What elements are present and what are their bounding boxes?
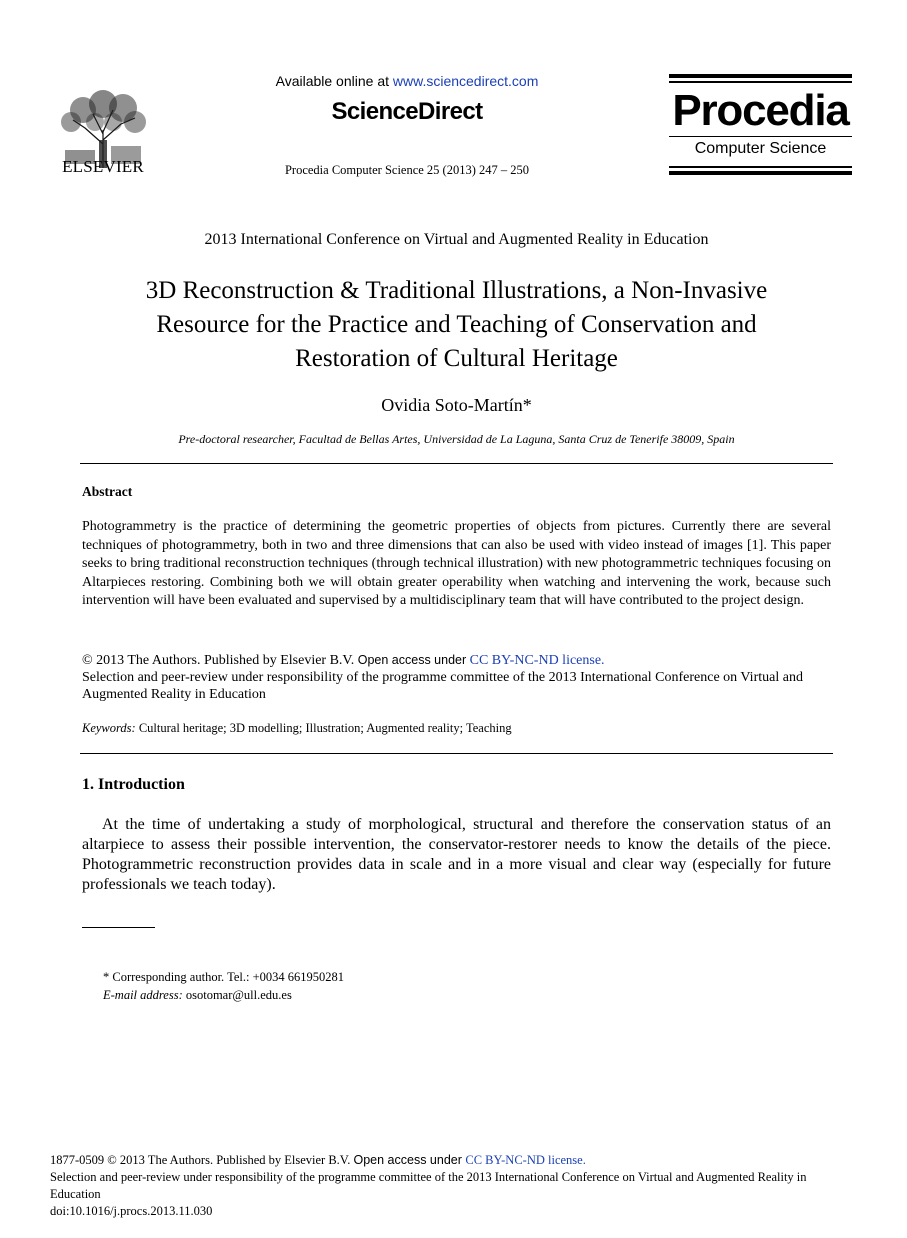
footer-copyright-line [50, 1152, 850, 1169]
abstract-top-rule [80, 463, 833, 464]
keywords-label: Keywords: [82, 721, 136, 735]
email-label: E-mail address: [103, 988, 183, 1002]
keywords-list: Cultural heritage; 3D modelling; Illustration; Augmented reality; Teaching [135, 721, 512, 735]
article-title [80, 274, 833, 376]
footer-peer-review: Selection and peer-review under responsibility of the programme committee of the 2013 International Conference on Virtual and Augmented Reality in Education [50, 1170, 807, 1201]
procedia-bottom-rule [669, 171, 852, 175]
abstract-text: Photogrammetry is the practice of determining the geometric properties of objects from pictures. Currently there are several techniques of photogrammetry, both in two and three dimensions that can also be used with video instead of images [1]. This paper seeks to bring traditional reconstruction techniques (through technical illustration) with new photogrammetric techniques focusing on Altarpieces restoring. Combining both we will obtain greater operability when watching and intervening the work, because such intervention will have been evaluated and supervised by a multidisciplinary team that will have contributed to the project design. [82, 519, 831, 609]
procedia-bottom-rule-thin [669, 166, 852, 168]
email-line [103, 986, 803, 1004]
author-name: Ovidia Soto-Martín* [381, 395, 532, 415]
elsevier-wordmark: ELSEVIER [62, 157, 144, 176]
sciencedirect-brand: ScienceDirect [331, 98, 483, 125]
introduction-heading: 1. Introduction [82, 776, 185, 793]
copyright-text: © 2013 The Authors. Published by Elsevier B.V. [82, 653, 358, 668]
available-online-prefix: Available online at [275, 73, 393, 89]
email-address[interactable]: osotomar@ull.edu.es [182, 988, 292, 1002]
copyright-line [82, 652, 831, 669]
footnote [103, 968, 803, 1004]
abstract-bottom-rule [80, 753, 833, 754]
title-line-3: Restoration of Cultural Heritage [295, 345, 618, 372]
footer-license-link[interactable]: CC BY-NC-ND license. [465, 1153, 586, 1167]
corresponding-author: * Corresponding author. Tel.: +0034 661950281 [103, 970, 344, 984]
introduction-text: At the time of undertaking a study of morphological, structural and therefore the conservation status of an altarpiece to assess their possible intervention, the conservator-restorer needs to know the details of the piece. Photogrammetric reconstruction provides data in scale and in a more visual and clear way (especially for future professionals we teach today). [82, 816, 831, 893]
procedia-mid-rule [669, 136, 852, 137]
procedia-subtitle: Computer Science [694, 140, 827, 157]
procedia-title: Procedia [672, 86, 849, 135]
footer-block [50, 1152, 850, 1220]
journal-reference: Procedia Computer Science 25 (2013) 247 – 250 [284, 163, 530, 177]
footer-issn-copyright: 1877-0509 © 2013 The Authors. Published by Elsevier B.V. [50, 1153, 354, 1167]
footer-open-access: Open access under [353, 1153, 466, 1167]
procedia-top-rule-thin [669, 81, 852, 83]
procedia-logo [669, 74, 852, 176]
keywords-line [82, 721, 831, 736]
available-online-line [200, 73, 614, 89]
license-link[interactable]: CC BY-NC-ND license. [469, 653, 605, 668]
sciencedirect-link[interactable]: www.sciencedirect.com [392, 73, 539, 89]
abstract-heading: Abstract [82, 484, 133, 499]
conference-name: 2013 International Conference on Virtual and Augmented Reality in Education [204, 231, 709, 248]
footer-doi: doi:10.1016/j.procs.2013.11.030 [50, 1204, 213, 1218]
author-affiliation: Pre-doctoral researcher, Facultad de Bellas Artes, Universidad de La Laguna, Santa Cruz de Tenerife 38009, Spain [178, 432, 735, 446]
copyright-block [82, 652, 831, 703]
procedia-top-rule [669, 74, 852, 78]
open-access-text: Open access under [357, 653, 470, 667]
title-line-2: Resource for the Practice and Teaching of Conservation and [156, 311, 757, 338]
title-line-1: 3D Reconstruction & Traditional Illustrations, a Non-Invasive [145, 277, 768, 304]
peer-review-text: Selection and peer-review under responsibility of the programme committee of the 2013 International Conference on Virtual and Augmented Reality in Education [82, 670, 803, 702]
footnote-rule [82, 927, 155, 928]
